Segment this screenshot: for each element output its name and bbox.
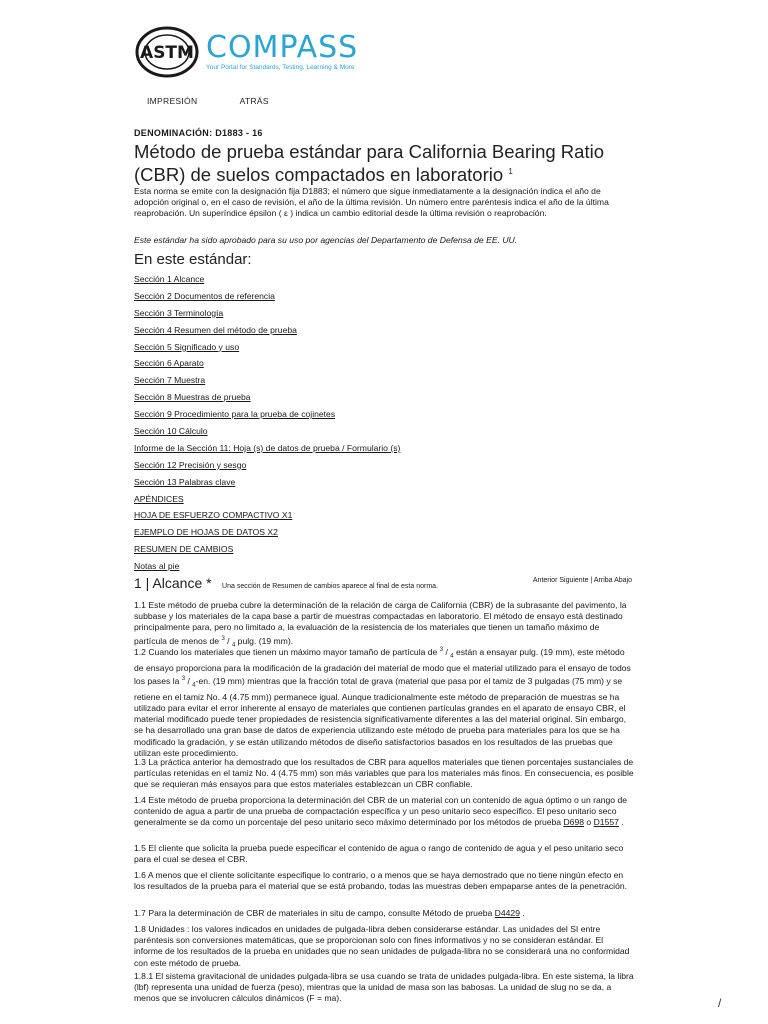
paragraph-1-8-1: 1.8.1 El sistema gravitacional de unidades pulgada-libra se usa cuando se trata de unidades pulgada-libra. En este sistema, la libra (lbf) representa una unidad de fuerza (peso), mientras que la unidad de masa son las babosas. La unidad de slug no se da, a menos que se involucren cálculos dinámicos (F = ma). (134, 971, 634, 1004)
paragraph-1-2: 1.2 Cuando los materiales que tienen un máximo mayor tamaño de partícula de $^3$ / $_4$ están a ensayar pulg. (19 mm), este método de ensayo proporciona para la modificación de la gradación del material de modo que el material utilizado para el ensayo de todos los pases la $^3$ / $_4$-en. (19 mm) mientras que la fracción total de grava (material que pasa por el tamiz de 3 pulgadas (75 mm) y se retiene en el tamiz No. 4 (4.75 mm)) permanece igual. Aunque tradicionalmente este método de preparación de muestras se ha utilizado para evitar el error inherente al ensayo de materiales que contienen partículas grandes en el aparato de ensayo CBR, el material modificado puede tener propiedades de resistencia significativamente diferentes a las del material original. Sin embargo, se ha desarrollado una gran base de datos de experiencia utilizando este método de prueba para materiales para los que se ha modificado la gradación, y se están utilizando métodos de diseño satisfactorios basados en los resultados de las pruebas que utilizan este procedimiento. (134, 646, 631, 758)
toc-link-appendices[interactable]: APÉNDICES (134, 493, 184, 504)
compass-logo[interactable] (134, 22, 434, 82)
page-title: Método de prueba estándar para California Bearing Ratio (CBR) de suelos compactados en laboratorio $^1$ (134, 141, 604, 186)
toc-link-x1[interactable]: HOJA DE ESFUERZO COMPACTIVO X1 (134, 510, 293, 521)
brand-tagline: Your Portal for Standards, Testing, Learning & More (206, 64, 355, 71)
toc-link-summary-of-changes[interactable]: RESUMEN DE CAMBIOS (134, 544, 234, 555)
back-link[interactable]: ATRÁS (239, 96, 269, 106)
toc-link-section-6[interactable]: Sección 6 Aparato (134, 358, 204, 369)
section-1-header (134, 575, 634, 591)
designation: DENOMINACIÓN: D1883 - 16 (134, 128, 263, 138)
d1557-link[interactable]: D1557 (593, 817, 619, 828)
toc-link-section-3[interactable]: Sección 3 Terminología (134, 307, 224, 318)
astm-logo-text: ASTM (140, 43, 194, 63)
paragraph-1-5: 1.5 El cliente que solicita la prueba puede especificar el contenido de agua o rango de contenido de agua y el peso unitario seco para el cual se desea el CBR. (134, 843, 624, 865)
title-footnote-mark: 1 (508, 167, 513, 176)
section-nav-links[interactable]: Anterior Siguiente | Arriba Abajo (532, 577, 632, 584)
toc-link-section-12[interactable]: Sección 12 Precisión y sesgo (134, 459, 247, 470)
section-1-note: Una sección de Resumen de cambios aparece al final de esta norma. (222, 583, 438, 590)
paragraph-1-8: 1.8 Unidades : los valores indicados en unidades de pulgada-libra deben considerarse estándar. Las unidades del SI entre paréntesis son conversiones matemáticas, que se proporcionan solo con fines informativos y no se consideran estándar. El informe de los resultados de la prueba en unidades que no sean unidades de pulgada-libra no se considerará una no conformidad con este método de prueba. (134, 924, 630, 968)
paragraph-1-4: 1.4 Este método de prueba proporciona la determinación del CBR de un material con un contenido de agua óptimo o un rango de contenido de agua a partir de una prueba de compactación específica y un peso unitario seco específico. El peso unitario seco generalmente se da como un porcentaje del peso unitario seco máximo determinado por los métodos de prueba D698 o D1557 . (134, 795, 628, 828)
brand-name: COMPASS (206, 30, 359, 65)
astm-logo-icon (134, 25, 200, 79)
section-1-title: 1 | Alcance * (134, 575, 212, 591)
d4429-link[interactable]: D4429 (494, 908, 520, 918)
toc-heading: En este estándar: (134, 251, 252, 268)
print-link[interactable]: IMPRESIÓN (147, 96, 198, 106)
d698-link[interactable]: D698 (563, 817, 585, 828)
toc-link-section-13[interactable]: Sección 13 Palabras clave (134, 476, 236, 487)
paragraph-1-1: 1.1 Este método de prueba cubre la determinación de la relación de carga de California (CBR) de la subrasante del pavimento, la subbase y los materiales de la capa base a partir de muestras compactadas en laboratorio. El método de ensayo está destinado principalmente para, pero no limitado a, la evaluación de la resistencia de los materiales que tienen un tamaño máximo de partícula de menos de $^3$ / $_4$ pulg. (19 mm). (134, 600, 627, 649)
table-of-contents (134, 274, 400, 578)
toc-link-section-11[interactable]: Informe de la Sección 11: Hoja (s) de datos de prueba / Formulario (s) (134, 442, 401, 453)
toc-link-section-1[interactable]: Sección 1 Alcance (134, 274, 205, 284)
paragraph-1-7: 1.7 Para la determinación de CBR de materiales in situ de campo, consulte Método de prueba D4429 . (134, 908, 525, 918)
toc-link-section-8[interactable]: Sección 8 Muestras de prueba (134, 392, 251, 403)
intro-paragraph: Esta norma se emite con la designación fija D1883; el número que sigue inmediatamente a la designación indica el año de adopción original o, en el caso de revisión, el año de la última revisión. Un número entre paréntesis indica el año de la última reaprobación. Un superíndice épsilon ( ε ) indica un cambio editorial desde la última revisión o reaprobación. (134, 186, 609, 219)
paragraph-1-6: 1.6 A menos que el cliente solicitante especifique lo contrario, o a menos que se haya demostrado que no tiene ningún efecto en los resultados de la prueba para el material que se está probando, todas las muestras deben empaparse antes de la penetración. (134, 870, 628, 892)
toc-link-section-9[interactable]: Sección 9 Procedimiento para la prueba de cojinetes (134, 409, 336, 420)
toc-link-section-2[interactable]: Sección 2 Documentos de referencia (134, 290, 275, 301)
toc-link-footnotes[interactable]: Notas al pie (134, 561, 180, 572)
approval-note: Este estándar ha sido aprobado para su uso por agencias del Departamento de Defensa de EE. UU. (134, 235, 518, 245)
toc-link-section-7[interactable]: Sección 7 Muestra (134, 375, 206, 386)
top-nav (147, 96, 309, 106)
toc-link-section-5[interactable]: Sección 5 Significado y uso (134, 341, 240, 352)
page-mark: / (718, 996, 722, 1010)
toc-link-section-10[interactable]: Sección 10 Cálculo (134, 426, 208, 437)
paragraph-1-3: 1.3 La práctica anterior ha demostrado que los resultados de CBR para aquellos materiales que tienen porcentajes sustanciales de partículas retenidas en el tamiz No. 4 (4.75 mm) son más variables que para los materiales más finos. En consecuencia, es posible que se requieran más ensayos para que estos materiales establezcan un CBR confiable. (134, 757, 634, 790)
toc-link-x2[interactable]: EJEMPLO DE HOJAS DE DATOS X2 (134, 527, 278, 538)
toc-link-section-4[interactable]: Sección 4 Resumen del método de prueba (134, 324, 297, 335)
